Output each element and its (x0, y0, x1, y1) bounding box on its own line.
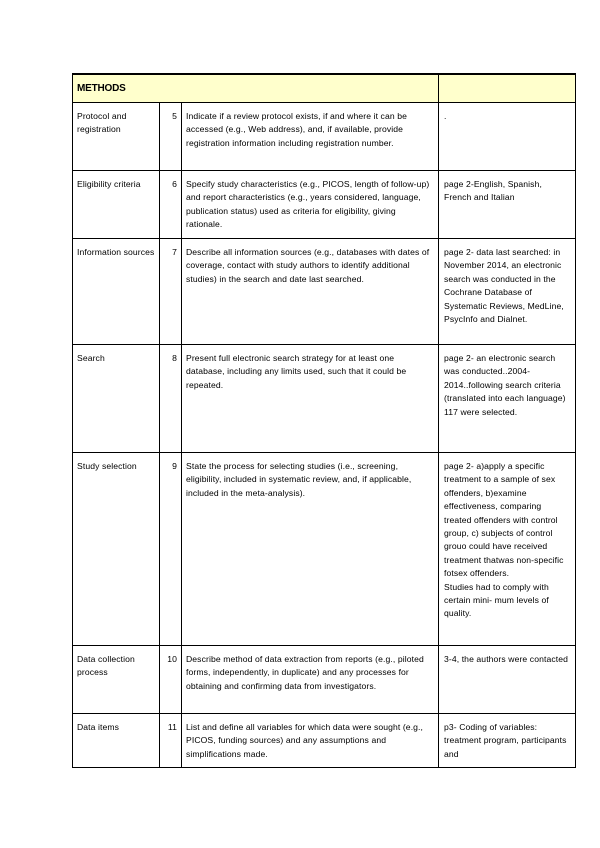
topic-cell: Data items (73, 714, 160, 768)
reported-text: page 2- a)apply a specific treatment to a sample of sex offenders, b)examine effectiveness, comparing treated offenders with control group, c) subjects of control grouo could have received treatment thatwas non-specific fotsex offenders. (444, 461, 567, 579)
checklist-item-cell: Specify study characteristics (e.g., PICOS, length of follow-up) and report characteristics (e.g., years considered, language, publication status) used as criteria for eligibility, giving rationale. (182, 171, 439, 239)
topic-cell: Information sources (73, 239, 160, 345)
reported-on-cell (439, 345, 576, 453)
item-number-cell: 11 (160, 714, 182, 768)
checklist-item-cell: Indicate if a review protocol exists, if and where it can be accessed (e.g., Web address), and, if available, provide registration information including registration number. (182, 103, 439, 171)
checklist-item-cell: State the process for selecting studies (i.e., screening, eligibility, included in systematic review, and, if applicable, included in the meta-analysis). (182, 453, 439, 646)
section-title-cell (73, 74, 439, 103)
reported-on-cell (439, 646, 576, 714)
reported-on-cell (439, 453, 576, 646)
section-header-blank-cell (439, 74, 576, 103)
reported-text: page 2-English, Spanish, French and Italian (444, 179, 545, 203)
prisma-checklist-table (72, 73, 576, 768)
checklist-item-cell: Describe all information sources (e.g., databases with dates of coverage, contact with study authors to identify additional studies) in the search and date last searched. (182, 239, 439, 345)
topic-cell: Protocol and registration (73, 103, 160, 171)
reported-text-continued: Studies had to comply with certain mini- mum levels of quality. (444, 581, 552, 619)
checklist-item-cell: Present full electronic search strategy for at least one database, including any limits used, such that it could be repeated. (182, 345, 439, 453)
table-row (73, 714, 576, 768)
item-number-cell: 5 (160, 103, 182, 171)
table-row (73, 239, 576, 345)
section-title: METHODS (77, 82, 126, 94)
table-row (73, 453, 576, 646)
checklist-item-cell: Describe method of data extraction from reports (e.g., piloted forms, independently, in duplicate) and any processes for obtaining and confirming data from investigators. (182, 646, 439, 714)
table-row (73, 646, 576, 714)
topic-cell: Search (73, 345, 160, 453)
reported-on-cell (439, 239, 576, 345)
reported-text: . (444, 111, 447, 121)
reported-text: page 2- data last searched: in November 2014, an electronic search was conducted in the Cochrane Database of Systematic Reviews, MedLine, PsycInfo and Dialnet. (444, 247, 567, 325)
reported-text: page 2- an electronic search was conducted..2004-2014..following search criteria (translated into each language) 117 were selected. (444, 353, 569, 417)
reported-on-cell (439, 171, 576, 239)
item-number-cell: 6 (160, 171, 182, 239)
item-number-cell: 8 (160, 345, 182, 453)
checklist-item-cell: List and define all variables for which data were sought (e.g., PICOS, funding sources) and any assumptions and simplifications made. (182, 714, 439, 768)
item-number-cell: 9 (160, 453, 182, 646)
section-header-row (73, 74, 576, 103)
table-row (73, 103, 576, 171)
reported-text: p3- Coding of variables: treatment program, participants and (444, 722, 570, 759)
item-number-cell: 10 (160, 646, 182, 714)
table-row (73, 345, 576, 453)
table-row (73, 171, 576, 239)
item-number-cell: 7 (160, 239, 182, 345)
topic-cell: Data collection process (73, 646, 160, 714)
reported-on-cell (439, 714, 576, 768)
topic-cell: Study selection (73, 453, 160, 646)
reported-text: 3-4, the authors were contacted (444, 654, 568, 664)
reported-on-cell (439, 103, 576, 171)
topic-cell: Eligibility criteria (73, 171, 160, 239)
